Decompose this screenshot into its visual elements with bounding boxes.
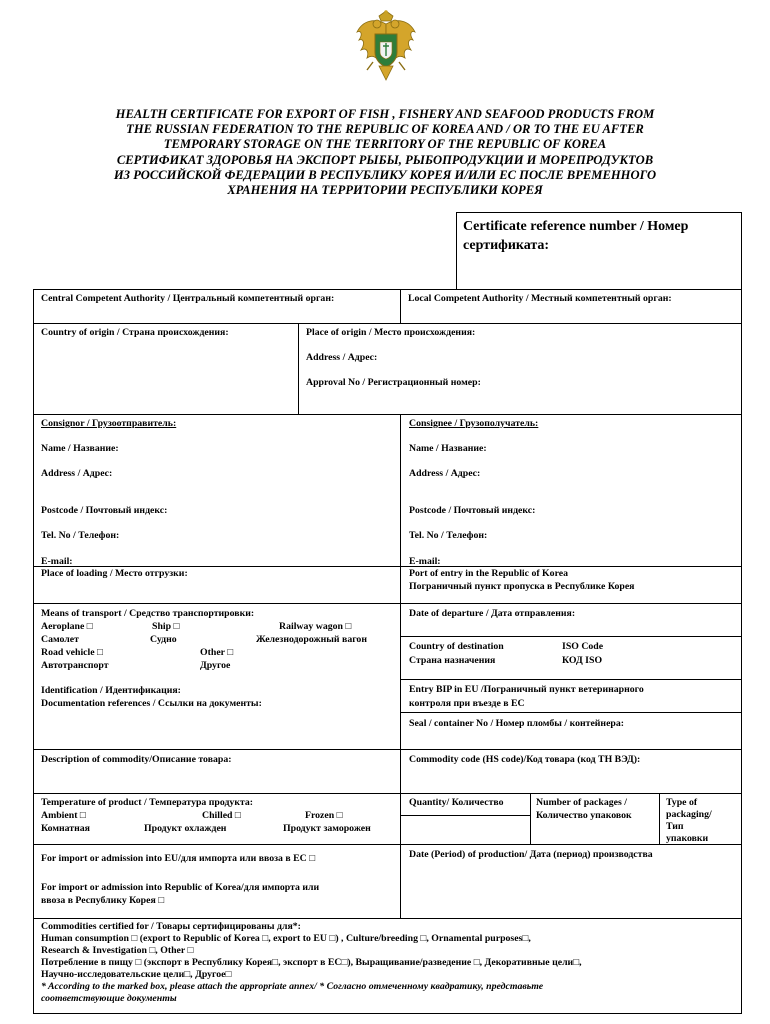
title-line: СЕРТИФИКАТ ЗДОРОВЬЯ НА ЭКСПОРТ РЫБЫ, РЫБОПРОДУКЦИИ И МОРЕПРОДУКТОВ (116, 152, 654, 167)
import-eu-checkbox[interactable]: For import or admission into EU/для импорта или ввоза в ЕС □ (41, 853, 316, 864)
coat-of-arms-emblem-icon (355, 10, 417, 86)
number-of-packages-label: Number of packages / (536, 797, 627, 808)
port-of-entry-label: Port of entry in the Republic of Korea (409, 568, 568, 579)
seal-container-field[interactable] (400, 712, 742, 750)
entry-bip-label-ru: контроля при въезде в ЕС (409, 698, 525, 709)
consignor-field[interactable] (33, 414, 401, 567)
commodity-code-label: Commodity code (HS code)/Код товара (код ТН ВЭД): (409, 754, 641, 765)
consignee-tel-label: Tel. No / Телефон: (409, 530, 488, 541)
place-of-loading-label: Place of loading / Место отгрузки: (41, 568, 188, 579)
type-of-packaging-label: Type of (666, 797, 698, 808)
place-of-loading-field[interactable] (33, 566, 401, 604)
consignee-name-label: Name / Название: (409, 443, 487, 454)
quantity-label: Quantity/ Количество (409, 797, 504, 808)
certificate-ref-label: Certificate reference number / Номер сертификата: (463, 219, 689, 253)
approval-number-label: Approval No / Регистрационный номер: (306, 377, 481, 388)
title-line: ИЗ РОССИЙСКОЙ ФЕДЕРАЦИИ В РЕСПУБЛИКУ КОРЕЯ И/ИЛИ ЕС ПОСЛЕ ВРЕМЕННОГО (113, 167, 657, 182)
quantity-divider (401, 815, 530, 816)
consignor-tel-label: Tel. No / Телефон: (41, 530, 120, 541)
consignor-postcode-label: Postcode / Почтовый индекс: (41, 505, 168, 516)
country-of-destination-field[interactable] (400, 636, 742, 680)
iso-code-label: ISO Code (562, 641, 604, 652)
other-transport-checkbox[interactable]: Other □ (200, 647, 234, 658)
title-line: TEMPORARY STORAGE ON THE TERRITORY OF THE REPUBLIC OF KOREA (163, 137, 607, 152)
country-of-origin-label: Country of origin / Страна происхождения: (41, 327, 229, 338)
frozen-label-ru: Продукт заморожен (283, 823, 371, 834)
country-of-destination-label-ru: Страна назначения (409, 655, 496, 666)
type-of-packaging-label-ru: упаковки (666, 833, 709, 844)
type-of-packaging-label-ru: Тип (666, 821, 684, 832)
iso-code-label-ru: КОД ISO (562, 655, 603, 666)
type-of-packaging-field[interactable] (659, 793, 742, 845)
certified-options-ru[interactable]: Потребление в пищу □ (экспорт в Республику Корея□, экспорт в ЕС□), Выращивание/разведение □, Декоративные цели□, (41, 957, 582, 968)
place-of-origin-label: Place of origin / Место происхождения: (306, 327, 476, 338)
date-of-departure-field[interactable] (400, 603, 742, 637)
certified-options-ru-2[interactable]: Научно-исследовательские цели□, Другое□ (41, 969, 232, 980)
consignee-postcode-label: Postcode / Почтовый индекс: (409, 505, 536, 516)
temperature-heading: Temperature of product / Температура продукта: (41, 797, 254, 808)
commodities-certified-field[interactable] (33, 918, 742, 1014)
aeroplane-label-ru: Самолет (41, 634, 79, 645)
date-of-production-label: Date (Period) of production/ Дата (период) производства (409, 849, 653, 860)
port-of-entry-label-ru: Пограничный пункт пропуска в Республике Корея (409, 581, 635, 592)
place-of-origin-field[interactable] (298, 323, 742, 415)
country-of-origin-field[interactable] (33, 323, 299, 415)
consignee-heading: Consignee / Грузополучатель: (409, 418, 539, 429)
railway-wagon-checkbox[interactable]: Railway wagon □ (279, 621, 352, 632)
certificate-ref-box[interactable] (456, 212, 742, 290)
consignor-heading: Consignor / Грузоотправитель: (41, 418, 177, 429)
central-authority-field[interactable] (33, 289, 401, 324)
import-korea-label-ru: ввоза в Республику Корея □ (41, 895, 165, 906)
road-vehicle-checkbox[interactable]: Road vehicle □ (41, 647, 103, 658)
consignee-field[interactable] (400, 414, 742, 567)
date-of-departure-label: Date of departure / Дата отправления: (409, 608, 576, 619)
aeroplane-checkbox[interactable]: Aeroplane □ (41, 621, 93, 632)
commodity-code-field[interactable] (400, 749, 742, 794)
certified-heading: Commodities certified for / Товары сертифицированы для*: (41, 921, 301, 932)
local-authority-field[interactable] (400, 289, 742, 324)
means-of-transport-field[interactable] (33, 603, 401, 750)
annex-note-2: соответствующие документы (41, 993, 177, 1004)
seal-container-label: Seal / container No / Номер пломбы / контейнера: (409, 718, 625, 729)
documentation-references-label: Documentation references / Ссылки на документы: (41, 698, 262, 709)
title-line: ХРАНЕНИЯ НА ТЕРРИТОРИИ РЕСПУБЛИКИ КОРЕЯ (227, 183, 543, 198)
date-of-production-field[interactable] (400, 844, 742, 919)
ambient-label-ru: Комнатная (41, 823, 90, 834)
frozen-checkbox[interactable]: Frozen □ (305, 810, 343, 821)
consignee-address-label: Address / Адрес: (409, 468, 481, 479)
local-authority-label: Local Competent Authority / Местный компетентный орган: (408, 293, 672, 304)
entry-bip-label: Entry BIP in EU /Пограничный пункт ветеринарного (409, 684, 644, 695)
railway-label-ru: Железнодорожный вагон (256, 634, 367, 645)
temperature-field[interactable] (33, 793, 401, 845)
port-of-entry-field[interactable] (400, 566, 742, 604)
ship-checkbox[interactable]: Ship □ (152, 621, 180, 632)
country-of-destination-label: Country of destination (409, 641, 504, 652)
certified-options-en-2[interactable]: Research & Investigation □, Other □ (41, 945, 194, 956)
chilled-label-ru: Продукт охлажден (144, 823, 227, 834)
identification-label: Identification / Идентификация: (41, 685, 181, 696)
quantity-field[interactable] (400, 793, 531, 845)
import-korea-checkbox[interactable]: For import or admission into Republic of Korea/для импорта или (41, 882, 320, 893)
description-of-commodity-label: Description of commodity/Описание товара: (41, 754, 232, 765)
ship-label-ru: Судно (150, 634, 177, 645)
title-line: HEALTH CERTIFICATE FOR EXPORT OF FISH , FISHERY AND SEAFOOD PRODUCTS FROM (115, 107, 655, 121)
consignor-address-label: Address / Адрес: (41, 468, 113, 479)
certified-options-en[interactable]: Human consumption □ (export to Republic of Korea □, export to EU □) , Culture/breeding □, Ornamental purposes□, (41, 933, 531, 944)
number-of-packages-label-ru: Количество упаковок (536, 810, 632, 821)
annex-note: * According to the marked box, please attach the appropriate annex/ * Согласно отмеченному квадратику, представьте (41, 981, 544, 992)
origin-address-label: Address / Адрес: (306, 352, 378, 363)
number-of-packages-field[interactable] (530, 793, 660, 845)
consignor-name-label: Name / Название: (41, 443, 119, 454)
other-transport-label-ru: Другое (200, 660, 231, 671)
certificate-title (60, 107, 710, 198)
consignee-email-label: E-mail: (409, 556, 441, 567)
central-authority-label: Central Competent Authority / Центральный компетентный орган: (41, 293, 335, 304)
title-line: THE RUSSIAN FEDERATION TO THE REPUBLIC OF KOREA AND / OR TO THE EU AFTER (126, 122, 644, 137)
type-of-packaging-label: packaging/ (666, 809, 712, 820)
chilled-checkbox[interactable]: Chilled □ (202, 810, 241, 821)
description-of-commodity-field[interactable] (33, 749, 401, 794)
entry-bip-field[interactable] (400, 679, 742, 713)
ambient-checkbox[interactable]: Ambient □ (41, 810, 86, 821)
road-vehicle-label-ru: Автотранспорт (41, 660, 109, 671)
transport-heading: Means of transport / Средство транспортировки: (41, 608, 255, 619)
import-admission-field[interactable] (33, 844, 401, 919)
consignor-email-label: E-mail: (41, 556, 73, 567)
